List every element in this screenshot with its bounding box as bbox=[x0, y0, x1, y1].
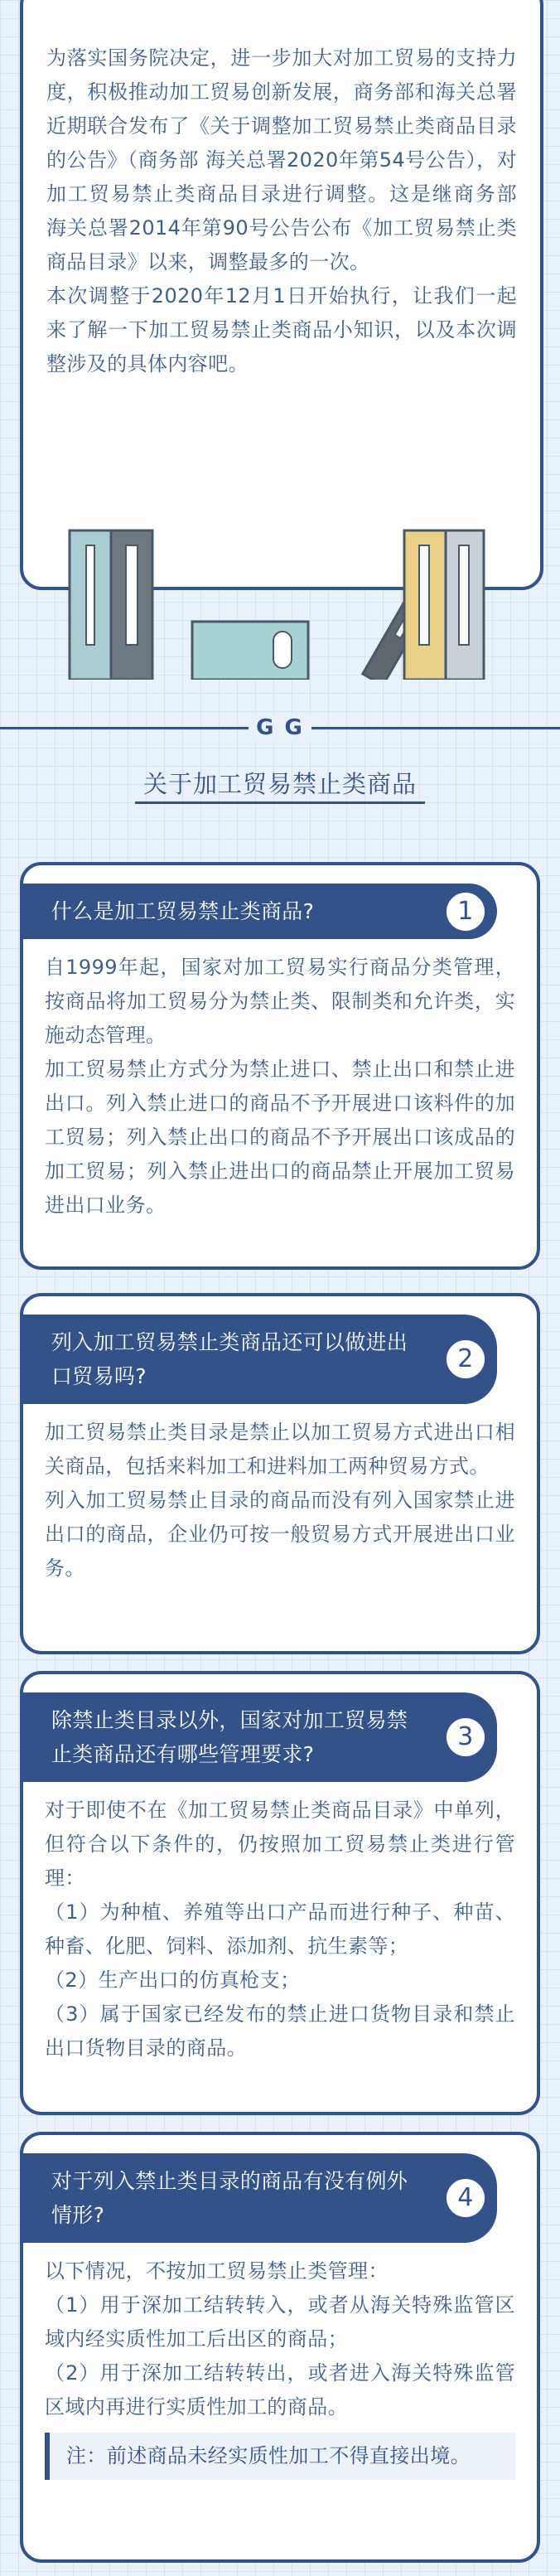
qa-question-1 bbox=[23, 884, 497, 939]
qa-answer-3 bbox=[23, 1782, 537, 2080]
qa-answer-4 bbox=[23, 2243, 537, 2495]
qa-answer-1 bbox=[23, 939, 537, 1237]
qa-answer-paragraph: （1）用于深加工结转转入，或者从海关特殊监管区域内经实质性加工后出区的商品； bbox=[45, 2293, 515, 2351]
intro-paragraph-2: 本次调整于2020年12月1日开始执行，让我们一起来了解一下加工贸易禁止类商品小知识，以及本次调整涉及的具体内容吧。 bbox=[46, 284, 517, 375]
qa-card-3 bbox=[20, 1671, 540, 2115]
qa-answer-paragraph: （1）为种植、养殖等出口产品而进行种子、种苗、种畜、化肥、饲料、添加剂、抗生素等； bbox=[45, 1901, 515, 1958]
qa-question-text: 列入加工贸易禁止类商品还可以做进出口贸易吗? bbox=[51, 1330, 408, 1388]
qa-answer-paragraph: （2）生产出口的仿真枪支； bbox=[45, 1968, 301, 1992]
qa-number-badge: 1 bbox=[444, 890, 487, 933]
divider-mark: G G bbox=[249, 714, 311, 741]
qa-number-badge: 3 bbox=[444, 1716, 487, 1759]
qa-card-1 bbox=[20, 862, 540, 1270]
qa-answer-paragraph: 加工贸易禁止类目录是禁止以加工贸易方式进出口相关商品，包括来料加工和进料加工两种贸易方式。 bbox=[45, 1421, 515, 1478]
qa-card-4 bbox=[20, 2132, 540, 2563]
qa-question-4 bbox=[23, 2153, 497, 2243]
qa-question-3 bbox=[23, 1692, 497, 1782]
books-illustration bbox=[0, 514, 560, 680]
qa-question-2 bbox=[23, 1315, 497, 1404]
qa-answer-paragraph: 列入加工贸易禁止目录的商品而没有列入国家禁止进出口的商品，企业仍可按一般贸易方式开展进出口业务。 bbox=[45, 1489, 515, 1580]
qa-answer-paragraph: 加工贸易禁止方式分为禁止进口、禁止出口和禁止进出口。列入禁止进口的商品不予开展进口该料件的加工贸易；列入禁止出口的商品不予开展出口该成品的加工贸易；列入禁止进出口的商品禁止开展加工贸易进出口业务。 bbox=[45, 1058, 515, 1217]
section-title bbox=[0, 766, 560, 800]
qa-answer-paragraph: 自1999年起，国家对加工贸易实行商品分类管理，按商品将加工贸易分为禁止类、限制类和允许类，实施动态管理。 bbox=[45, 956, 515, 1047]
qa-question-text: 对于列入禁止类目录的商品有没有例外情形? bbox=[51, 2169, 408, 2227]
qa-number-badge: 4 bbox=[444, 2177, 487, 2220]
qa-question-text: 什么是加工贸易禁止类商品? bbox=[51, 899, 315, 923]
intro-card bbox=[20, 0, 543, 590]
qa-card-2 bbox=[20, 1293, 540, 1654]
qa-number-badge: 2 bbox=[444, 1338, 487, 1381]
section-title-text: 关于加工贸易禁止类商品 bbox=[135, 770, 425, 804]
qa-answer-paragraph: （2）用于深加工结转转出，或者进入海关特殊监管区域内再进行实质性加工的商品。 bbox=[45, 2361, 515, 2419]
qa-note: 注：前述商品未经实质性加工不得直接出境。 bbox=[45, 2433, 515, 2480]
qa-answer-paragraph: （3）属于国家已经发布的禁止进口货物目录和禁止出口货物目录的商品。 bbox=[45, 2002, 515, 2060]
intro-paragraph-1: 为落实国务院决定，进一步加大对加工贸易的支持力度，积极推动加工贸易创新发展，商务部和海关总署近期联合发布了《关于调整加工贸易禁止类商品目录的公告》（商务部 海关总署2020年第54号公告），对加工贸易禁止类商品目录进行调整。这是继商务部 海关总署2014年第90号公告公布《加工贸易禁止类商品目录》以来，调整最多的一次。 bbox=[46, 46, 517, 274]
qa-answer-paragraph: 以下情况，不按加工贸易禁止类管理： bbox=[45, 2259, 389, 2283]
qa-question-text: 除禁止类目录以外，国家对加工贸易禁止类商品还有哪些管理要求? bbox=[51, 1708, 408, 1766]
qa-answer-2 bbox=[23, 1404, 537, 1600]
qa-answer-paragraph: 对于即使不在《加工贸易禁止类商品目录》中单列，但符合以下条件的，仍按照加工贸易禁止类进行管理： bbox=[45, 1799, 515, 1890]
